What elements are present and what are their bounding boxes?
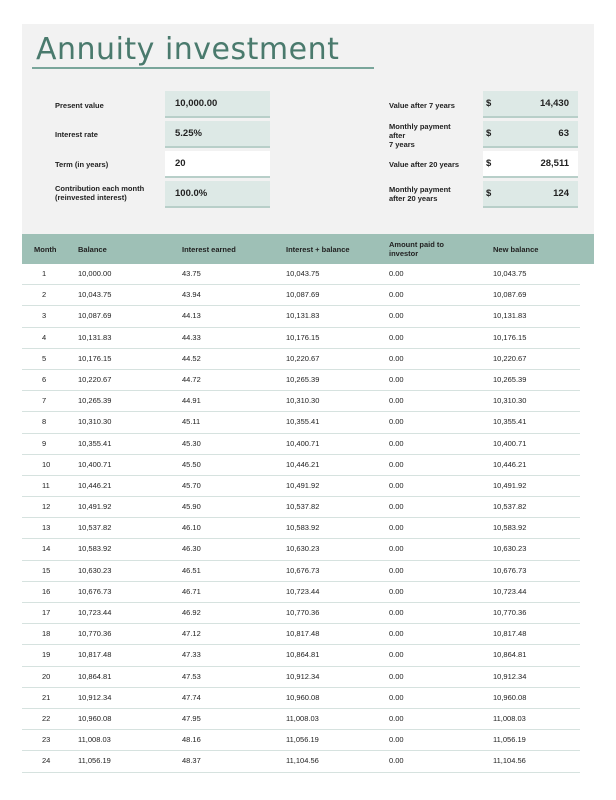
cell-interest-balance: 10,537.82 [286, 502, 320, 512]
cell-balance: 10,676.73 [78, 586, 112, 596]
col-interest-header: Interest earned [182, 245, 236, 254]
cell-interest-balance: 10,131.83 [286, 311, 320, 321]
cell-interest: 47.74 [182, 692, 201, 702]
page-title: Annuity investment [36, 32, 340, 67]
cell-amount-paid: 0.00 [389, 608, 404, 617]
table-row [22, 476, 580, 497]
cell-interest: 45.50 [182, 459, 201, 469]
monthly-payment-20-value: 124 [553, 188, 569, 199]
cell-amount-paid: 0.00 [389, 671, 404, 681]
interest-rate-label: Interest rate [55, 130, 98, 139]
cell-new-balance: 10,583.92 [493, 523, 527, 533]
cell-new-balance: 10,723.44 [493, 586, 527, 596]
cell-new-balance: 10,912.34 [493, 671, 527, 681]
table-row [22, 497, 580, 518]
cell-month: 3 [42, 311, 47, 321]
value-after-7-value: 14,430 [539, 98, 569, 109]
table-row [22, 645, 580, 666]
title-underline [32, 67, 374, 69]
monthly-payment-7-label [389, 122, 451, 149]
cell-interest-balance: 11,104.56 [286, 756, 319, 766]
value-after-20-label: Value after 20 years [389, 160, 460, 169]
cell-interest-balance: 10,220.67 [286, 353, 320, 363]
monthly-payment-20-line2: after 20 years [389, 194, 438, 203]
cell-interest: 44.33 [182, 332, 201, 342]
cell-new-balance: 10,355.41 [493, 417, 527, 427]
cell-amount-paid: 0.00 [389, 396, 404, 406]
cell-month: 18 [42, 629, 51, 639]
cell-interest-balance: 10,355.41 [286, 417, 320, 427]
table-row [22, 730, 580, 751]
cell-balance: 10,630.23 [78, 565, 112, 575]
cell-new-balance: 10,131.83 [493, 311, 527, 321]
value-after-7-label: Value after 7 years [389, 101, 455, 110]
table-row [22, 667, 580, 688]
cell-interest-balance: 10,676.73 [286, 565, 320, 575]
table-row [22, 349, 580, 370]
cell-balance: 10,310.30 [78, 417, 112, 427]
cell-interest-balance: 11,008.03 [286, 713, 319, 723]
cell-balance: 10,220.67 [78, 374, 112, 384]
cell-balance: 10,912.34 [78, 692, 112, 702]
cell-balance: 11,008.03 [78, 735, 111, 745]
cell-balance: 10,583.92 [78, 544, 112, 554]
cell-amount-paid: 0.00 [389, 735, 404, 745]
cell-month: 19 [42, 650, 51, 660]
contribution-field[interactable]: 100.0% [165, 181, 270, 208]
cell-interest: 46.71 [182, 586, 201, 596]
cell-interest: 46.10 [182, 523, 201, 533]
cell-balance: 10,491.92 [78, 502, 112, 512]
cell-interest-balance: 10,446.21 [286, 459, 320, 469]
cell-new-balance: 10,446.21 [493, 459, 527, 469]
cell-interest-balance: 10,630.23 [286, 544, 320, 554]
table-row [22, 518, 580, 539]
table-row [22, 624, 580, 645]
cell-interest-balance: 10,960.08 [286, 692, 320, 702]
cell-interest-balance: 10,864.81 [286, 650, 320, 660]
cell-new-balance: 10,960.08 [493, 692, 527, 702]
cell-balance: 10,770.36 [78, 629, 112, 639]
table-row [22, 688, 580, 709]
cell-interest: 45.70 [182, 480, 201, 490]
cell-amount-paid: 0.00 [389, 692, 404, 702]
annuity-sheet [22, 24, 594, 784]
cell-interest-balance: 10,400.71 [286, 438, 320, 448]
table-row [22, 391, 580, 412]
cell-month: 12 [42, 502, 51, 512]
cell-amount-paid: 0.00 [389, 290, 404, 300]
cell-new-balance: 10,220.67 [493, 353, 527, 363]
currency-symbol: $ [486, 158, 492, 169]
table-row [22, 306, 580, 327]
cell-balance: 10,446.21 [78, 480, 112, 490]
table-row [22, 285, 580, 306]
cell-new-balance: 10,310.30 [493, 396, 527, 406]
table-row [22, 709, 580, 730]
cell-month: 22 [42, 713, 51, 723]
cell-interest: 47.12 [182, 629, 201, 639]
cell-amount-paid: 0.00 [389, 502, 404, 512]
present-value-label: Present value [55, 101, 104, 110]
cell-interest: 47.33 [182, 650, 201, 660]
cell-month: 6 [42, 374, 47, 384]
table-row [22, 455, 580, 476]
cell-interest: 46.51 [182, 565, 201, 575]
cell-interest: 45.11 [182, 417, 201, 427]
contribution-label [55, 184, 144, 202]
cell-new-balance: 10,630.23 [493, 544, 527, 554]
cell-balance: 10,817.48 [78, 650, 112, 660]
currency-symbol: $ [486, 128, 492, 139]
cell-month: 7 [42, 396, 47, 406]
table-header [22, 234, 594, 264]
cell-amount-paid: 0.00 [389, 480, 404, 490]
cell-amount-paid: 0.00 [389, 565, 404, 575]
cell-month: 2 [42, 290, 47, 300]
table-row [22, 561, 580, 582]
cell-month: 9 [42, 438, 47, 448]
monthly-payment-7-line2: after [389, 131, 406, 140]
cell-new-balance: 10,265.39 [493, 374, 527, 384]
cell-amount-paid: 0.00 [389, 544, 404, 554]
cell-month: 14 [42, 544, 51, 554]
cell-month: 21 [42, 692, 51, 702]
monthly-payment-20-field [483, 181, 578, 208]
cell-balance: 10,265.39 [78, 396, 112, 406]
cell-month: 17 [42, 608, 51, 617]
cell-balance: 10,960.08 [78, 713, 112, 723]
table-row [22, 751, 580, 772]
present-value-field[interactable]: 10,000.00 [165, 91, 270, 118]
cell-new-balance: 10,400.71 [493, 438, 527, 448]
monthly-payment-20-label [389, 185, 451, 203]
table-row [22, 412, 580, 433]
cell-balance: 10,355.41 [78, 438, 112, 448]
cell-month: 13 [42, 523, 51, 533]
table-row [22, 539, 580, 560]
amount-paid-line2: investor [389, 249, 419, 258]
cell-balance: 11,056.19 [78, 756, 111, 766]
monthly-payment-7-value: 63 [558, 128, 569, 139]
cell-amount-paid: 0.00 [389, 629, 404, 639]
cell-new-balance: 11,008.03 [493, 713, 526, 723]
cell-amount-paid: 0.00 [389, 459, 404, 469]
currency-symbol: $ [486, 188, 492, 199]
cell-month: 23 [42, 735, 51, 745]
cell-interest-balance: 10,043.75 [286, 269, 320, 278]
value-after-20-field [483, 151, 578, 178]
cell-balance: 10,043.75 [78, 290, 112, 300]
cell-month: 20 [42, 671, 51, 681]
cell-amount-paid: 0.00 [389, 311, 404, 321]
cell-amount-paid: 0.00 [389, 353, 404, 363]
cell-amount-paid: 0.00 [389, 586, 404, 596]
table-row [22, 582, 580, 603]
cell-interest-balance: 10,817.48 [286, 629, 320, 639]
cell-new-balance: 10,864.81 [493, 650, 527, 660]
cell-interest-balance: 10,176.15 [286, 332, 320, 342]
term-field[interactable]: 20 [165, 151, 270, 178]
cell-month: 1 [42, 269, 47, 278]
cell-amount-paid: 0.00 [389, 756, 404, 766]
cell-interest: 44.72 [182, 374, 201, 384]
cell-interest: 47.95 [182, 713, 201, 723]
cell-month: 15 [42, 565, 51, 575]
cell-interest: 47.53 [182, 671, 201, 681]
cell-amount-paid: 0.00 [389, 438, 404, 448]
contribution-label-line2: (reinvested interest) [55, 193, 127, 202]
cell-month: 8 [42, 417, 47, 427]
cell-interest: 44.52 [182, 353, 201, 363]
cell-interest-balance: 11,056.19 [286, 735, 319, 745]
table-row [22, 328, 580, 349]
cell-month: 4 [42, 332, 47, 342]
cell-balance: 10,000.00 [78, 269, 112, 278]
cell-amount-paid: 0.00 [389, 650, 404, 660]
monthly-payment-7-field [483, 121, 578, 148]
cell-interest-balance: 10,912.34 [286, 671, 320, 681]
table-row [22, 264, 580, 285]
cell-interest: 46.92 [182, 608, 201, 617]
cell-amount-paid: 0.00 [389, 523, 404, 533]
col-balance-header: Balance [78, 245, 107, 254]
cell-interest-balance: 10,087.69 [286, 290, 320, 300]
cell-month: 24 [42, 756, 51, 766]
cell-balance: 10,864.81 [78, 671, 112, 681]
currency-symbol: $ [486, 98, 492, 109]
cell-balance: 10,131.83 [78, 332, 112, 342]
cell-new-balance: 10,770.36 [493, 608, 527, 617]
cell-interest-balance: 10,583.92 [286, 523, 320, 533]
cell-amount-paid: 0.00 [389, 417, 404, 427]
cell-amount-paid: 0.00 [389, 332, 404, 342]
table-row [22, 434, 580, 455]
cell-interest-balance: 10,723.44 [286, 586, 320, 596]
cell-interest: 43.94 [182, 290, 201, 300]
cell-balance: 10,537.82 [78, 523, 112, 533]
cell-interest: 45.30 [182, 438, 201, 448]
cell-interest-balance: 10,491.92 [286, 480, 320, 490]
cell-amount-paid: 0.00 [389, 374, 404, 384]
cell-new-balance: 10,491.92 [493, 480, 527, 490]
cell-new-balance: 10,537.82 [493, 502, 527, 512]
cell-amount-paid: 0.00 [389, 269, 404, 278]
contribution-label-line1: Contribution each month [55, 184, 145, 193]
amount-paid-line1: Amount paid to [389, 240, 444, 249]
cell-balance: 10,723.44 [78, 608, 112, 617]
table-row [22, 603, 580, 624]
cell-interest: 44.91 [182, 396, 201, 406]
value-after-7-field [483, 91, 578, 118]
cell-new-balance: 10,176.15 [493, 332, 527, 342]
cell-amount-paid: 0.00 [389, 713, 404, 723]
monthly-payment-20-line1: Monthly payment [389, 185, 451, 194]
cell-interest: 45.90 [182, 502, 201, 512]
cell-interest-balance: 10,265.39 [286, 374, 320, 384]
cell-new-balance: 11,104.56 [493, 756, 526, 766]
cell-new-balance: 10,043.75 [493, 269, 527, 278]
cell-month: 10 [42, 459, 51, 469]
cell-interest: 48.16 [182, 735, 201, 745]
cell-new-balance: 10,087.69 [493, 290, 527, 300]
table-row [22, 370, 580, 391]
cell-month: 16 [42, 586, 51, 596]
cell-interest: 46.30 [182, 544, 201, 554]
summary-panel [22, 24, 594, 234]
cell-month: 5 [42, 353, 47, 363]
cell-new-balance: 10,817.48 [493, 629, 527, 639]
cell-balance: 10,400.71 [78, 459, 112, 469]
cell-interest: 44.13 [182, 311, 201, 321]
table-body [22, 264, 594, 773]
value-after-20-value: 28,511 [540, 158, 569, 169]
interest-rate-field[interactable]: 5.25% [165, 121, 270, 148]
cell-month: 11 [42, 480, 50, 490]
cell-interest-balance: 10,770.36 [286, 608, 320, 617]
cell-interest: 43.75 [182, 269, 201, 278]
cell-new-balance: 10,676.73 [493, 565, 527, 575]
col-interest-balance-header: Interest + balance [286, 245, 350, 254]
cell-interest: 48.37 [182, 756, 201, 766]
cell-balance: 10,176.15 [78, 353, 112, 363]
cell-balance: 10,087.69 [78, 311, 112, 321]
monthly-payment-7-line3: 7 years [389, 140, 415, 149]
col-amount-paid-header [389, 240, 444, 258]
cell-interest-balance: 10,310.30 [286, 396, 320, 406]
term-label: Term (in years) [55, 160, 109, 169]
monthly-payment-7-line1: Monthly payment [389, 122, 451, 131]
col-new-balance-header: New balance [493, 245, 539, 254]
col-month-header: Month [34, 245, 57, 254]
cell-new-balance: 11,056.19 [493, 735, 526, 745]
